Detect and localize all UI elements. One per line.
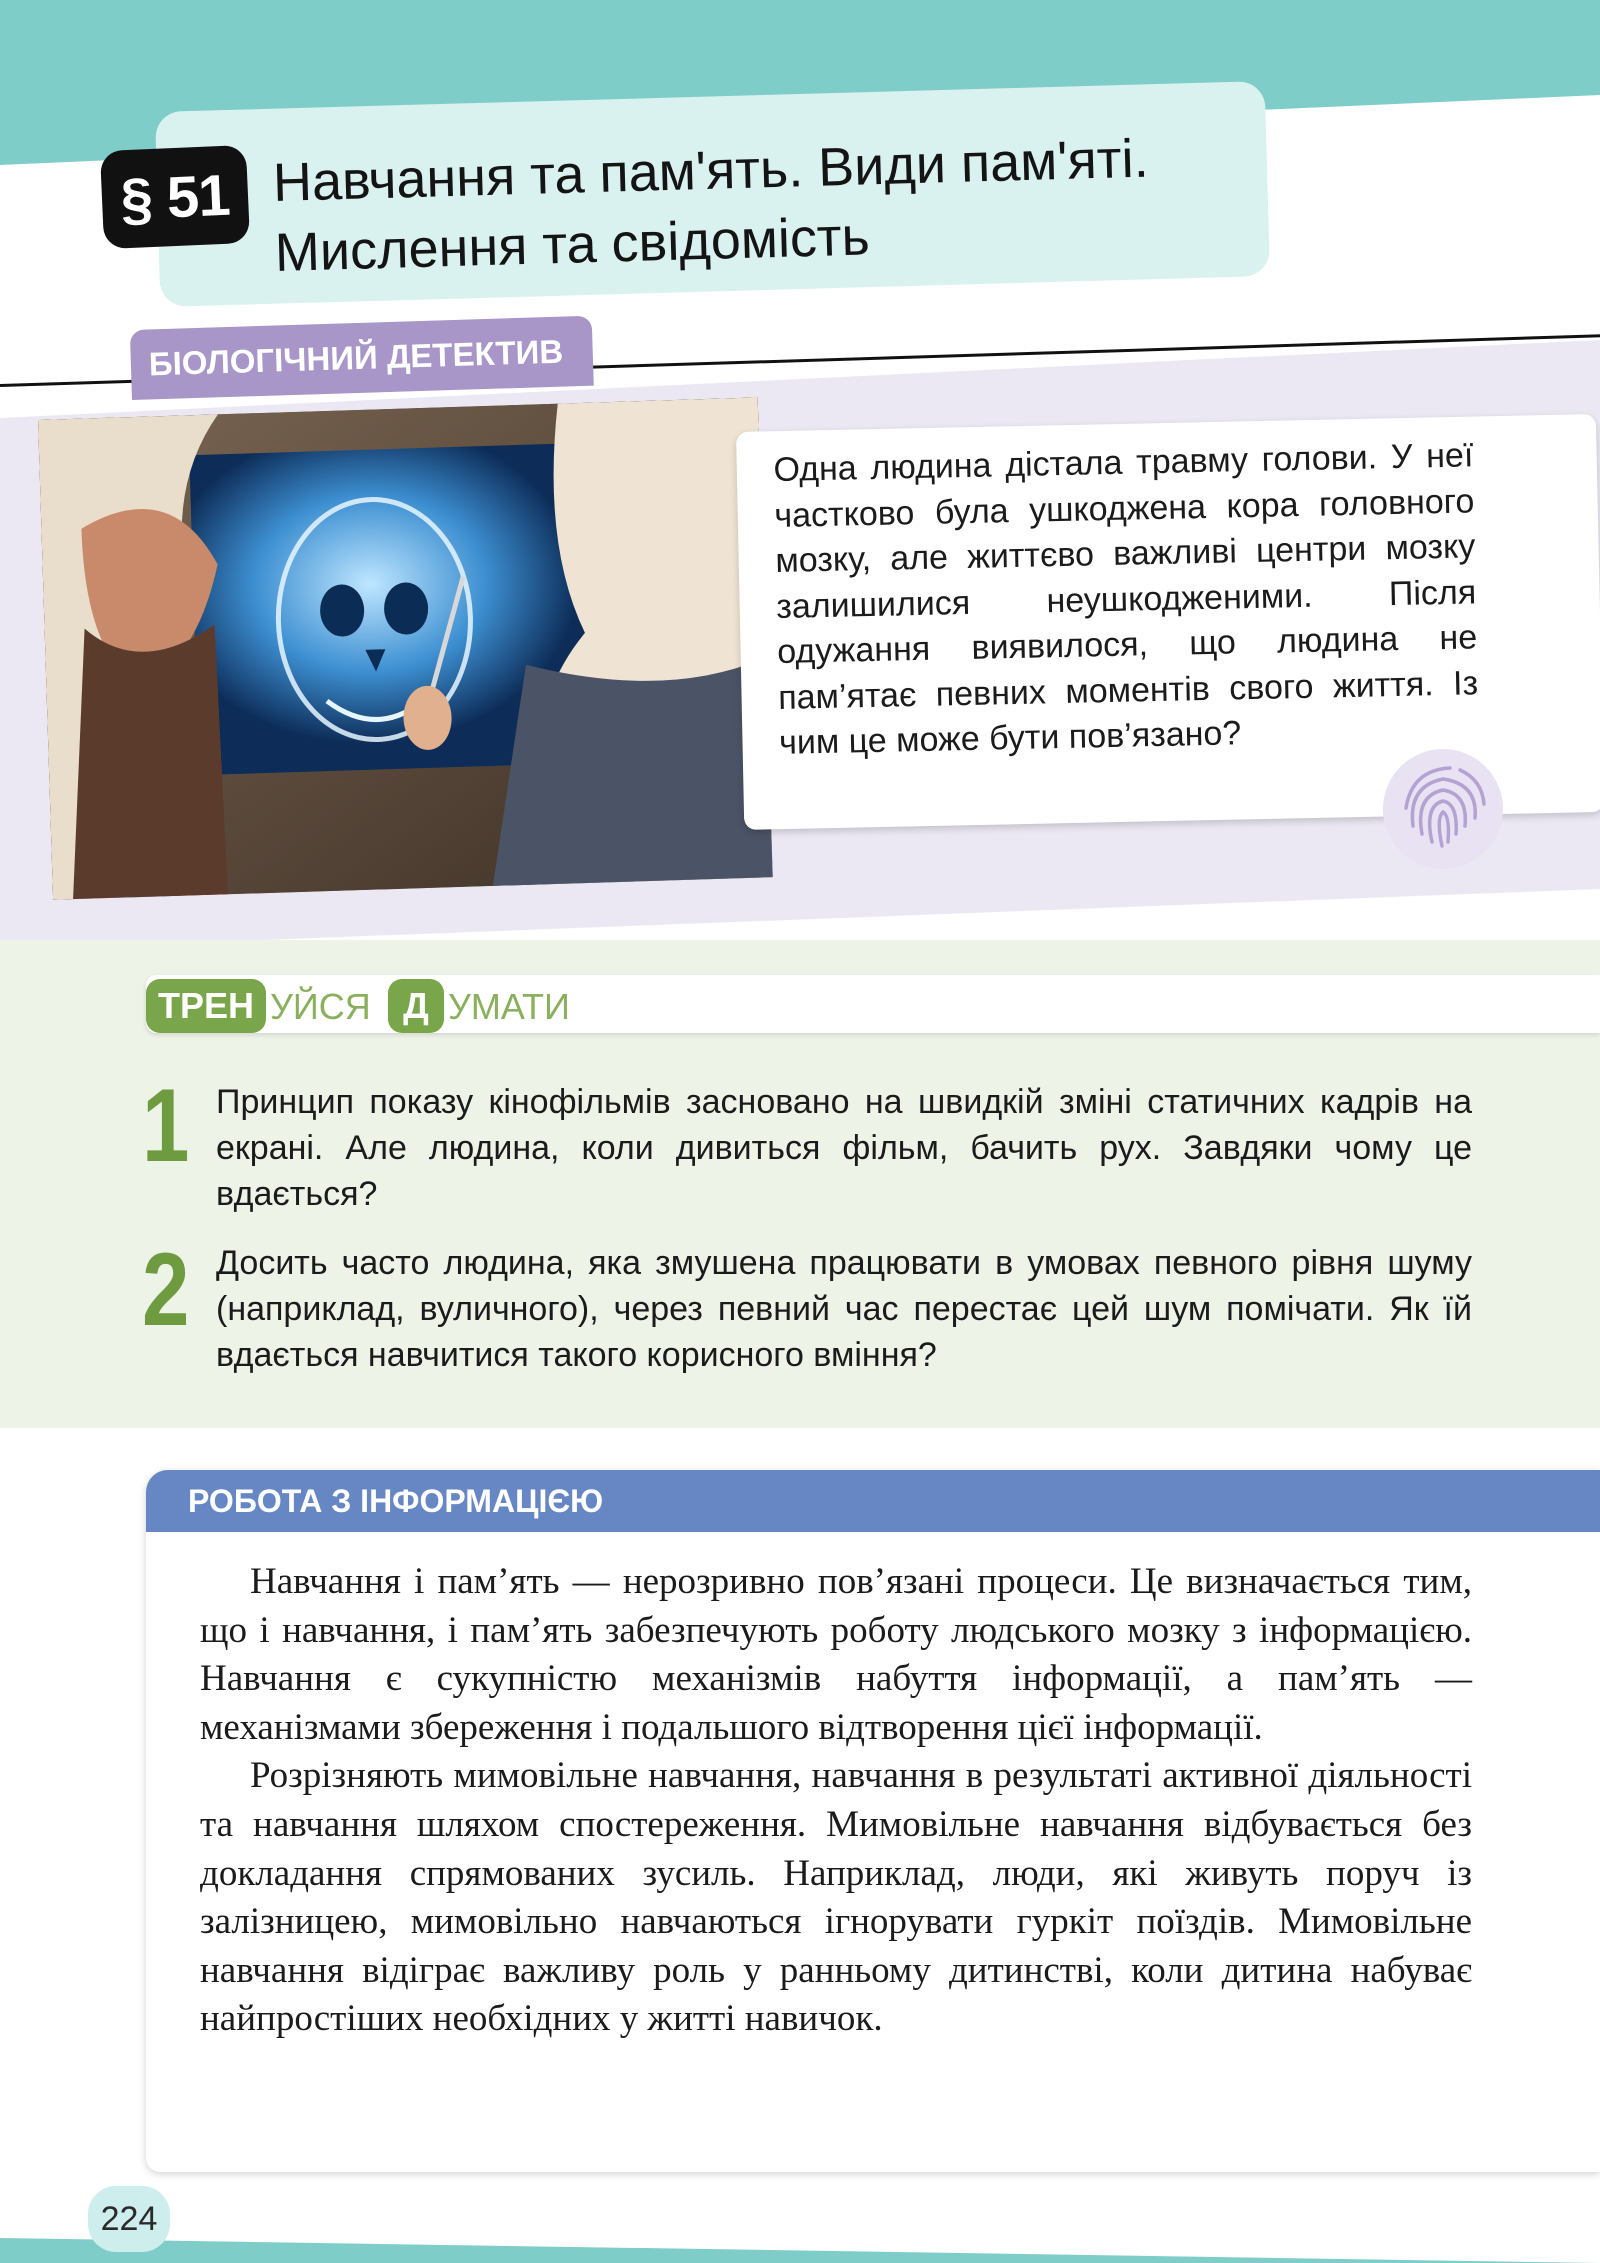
info-body [200, 1558, 1472, 2044]
think-label-rest: УМАТИ [448, 986, 570, 1027]
task-number-2: 2 [142, 1232, 190, 1348]
section-badge: § 51 [100, 145, 250, 249]
page-number: 224 [88, 2186, 170, 2252]
detective-tab: БІОЛОГІЧНИЙ ДЕТЕКТИВ [130, 316, 594, 400]
xray-photo [38, 397, 773, 899]
fingerprint-icon [1380, 746, 1506, 872]
page-title [272, 120, 1266, 288]
think-pill: Д [388, 979, 444, 1033]
train-label-rest: УЙСЯ [270, 986, 371, 1027]
task-text-1: Принцип показу кінофільмів засновано на швидкій зміні статичних кадрів на екрані. Але людина, коли дивиться фільм, бачить рух. Завдяки чому це вдається? [216, 1083, 1472, 1213]
info-paragraph-1: Навчання і пам’ять — нерозривно пов’язані процеси. Це визначається тим, що і навчання, і пам’ять забезпечують роботу людського мозку з інформацією. Навчання є сукупністю механізмів набуття інформації, а пам’ять — механізмами збереження і подальшого відтворення цієї інформації. [200, 1561, 1472, 1748]
bottom-decor-band [0, 2218, 1600, 2263]
train-pill: ТРЕН [146, 979, 266, 1033]
title-line-1: Навчання та пам'ять. Види пам'яті. [272, 128, 1150, 213]
title-line-2: Мислення та свідомість [274, 206, 871, 283]
case-text: Одна людина дістала травму голови. У неї частково була ушкоджена кора головного мозку, але життєво важливі центри мозку залишилися неушкодженими. Після одужання виявилося, що людина не пам’ятає певних моментів свого життя. Із чим це може бути пов’язано? [773, 436, 1479, 762]
info-title: РОБОТА З ІНФОРМАЦІЄЮ [188, 1482, 604, 1519]
info-paragraph-2: Розрізняють мимовільне навчання, навчання в результаті активної діяльності та навчання шляхом спостереження. Мимовільне навчання відбувається без докладання спрямованих зусиль. Наприклад, люди, які живуть поруч із залізницею, мимовільно навчаються ігнорувати гуркіт поїздів. Мимовільне навчання відіграє важливу роль у ранньому дитинстві, коли дитина набуває найпростіших необхідних у житті навичок. [200, 1755, 1472, 2040]
task-text-2: Досить часто людина, яка змушена працювати в умовах певного рівня шуму (наприклад, вуличного), через певний час перестає цей шум помічати. Як їй вдається навчитися такого корисного вміння? [216, 1244, 1472, 1374]
task-number-1: 1 [142, 1068, 190, 1184]
